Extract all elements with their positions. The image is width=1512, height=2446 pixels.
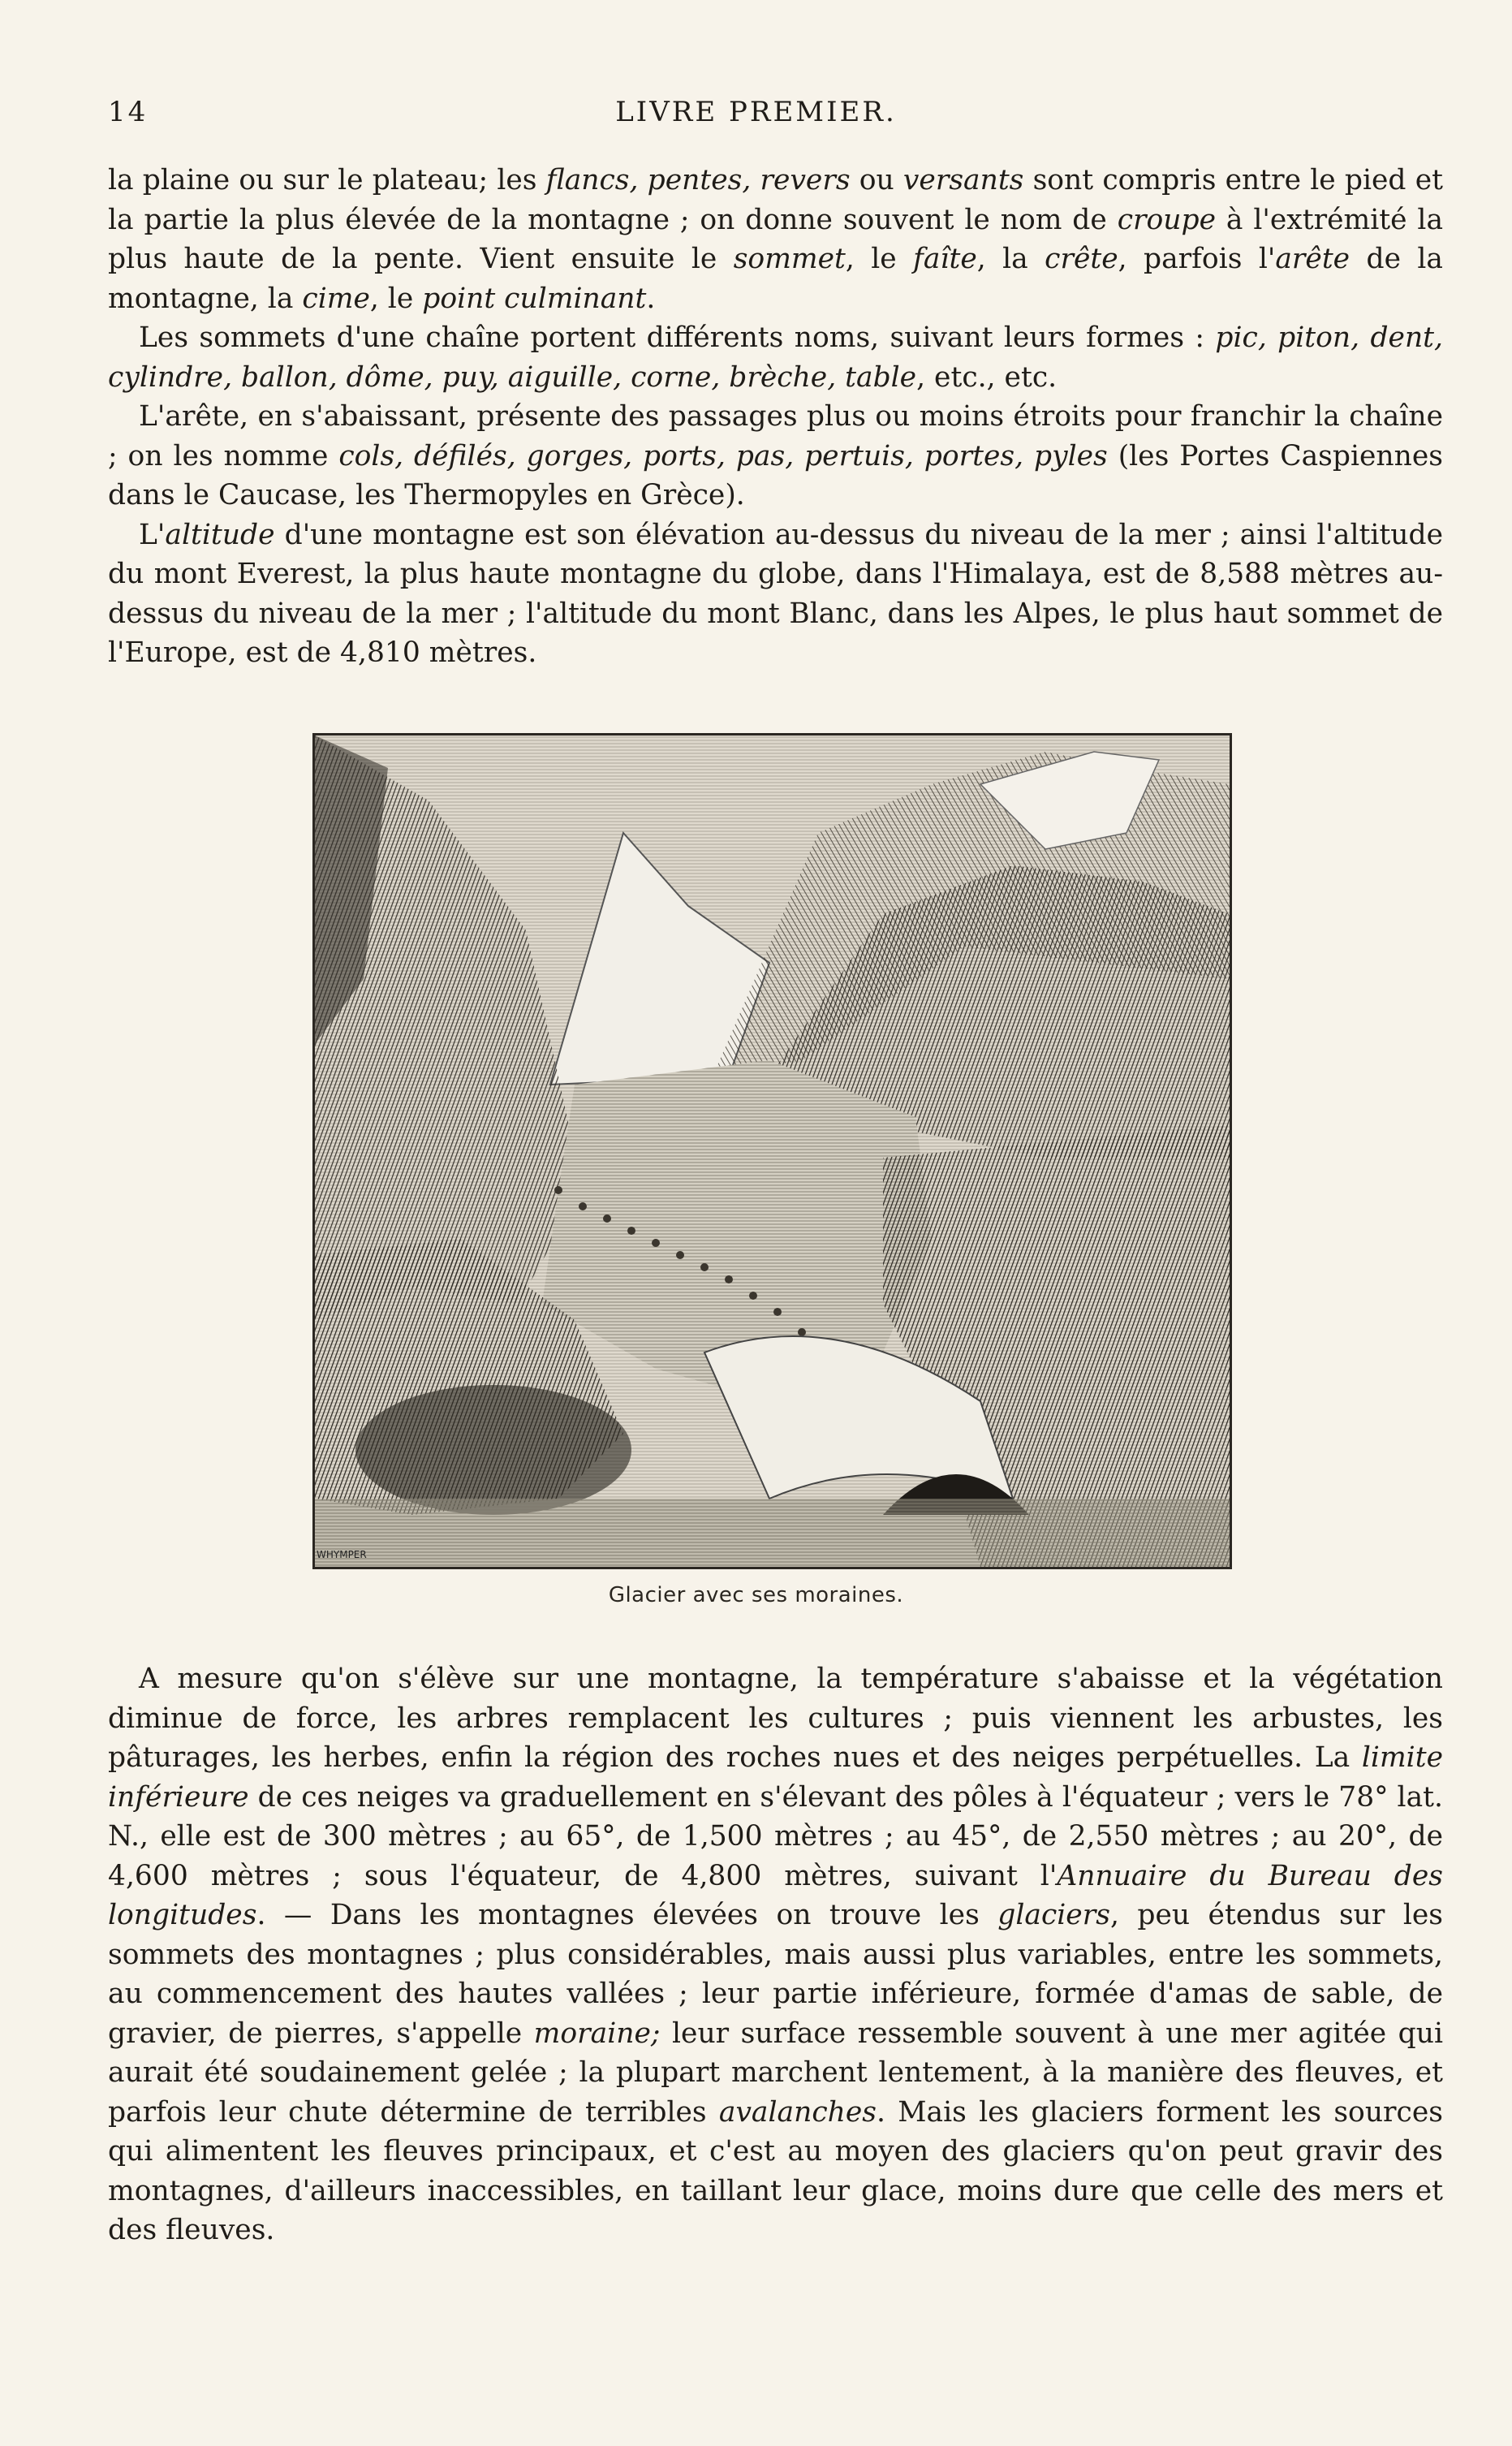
paragraph-2: Les sommets d'une chaîne portent différents noms, suivant leurs formes : pic, piton, dent, cylindre, ballon, dôme, puy, aiguille, corne, brèche, table, etc., etc. (108, 321, 1443, 394)
glacier-illustration (312, 733, 1232, 1569)
paragraph-5: A mesure qu'on s'élève sur une montagne, la température s'abaisse et la végétation diminue de force, les arbres remplacent les cultures ; puis viennent les arbustes, les pâturages, les herbes, enfin la région des roches nues et des neiges perpétuelles. La limite inférieure de ces neiges va graduellement en s'élevant des pôles à l'équateur ; vers le 78° lat. N., elle est de 300 mètres ; au 65°, de 1,500 mètres ; au 45°, de 2,550 mètres ; au 20°, de 4,600 mètres ; sous l'équateur, de 4,800 mètres, suivant l'Annuaire du Bureau des longitudes. — Dans les montagnes élevées on trouve les glaciers, peu étendus sur les sommets des montagnes ; plus considérables, mais aussi plus variables, entre les sommets, au commencement des hautes vallées ; leur partie inférieure, formée d'amas de sable, de gravier, de pierres, s'appelle moraine; leur surface ressemble souvent à une mer agitée qui aurait été soudainement gelée ; la plupart marchent lentement, à la manière des fleuves, et parfois leur chute détermine de terribles avalanches. Mais les glaciers forment les sources qui alimentent les fleuves principaux, et c'est au moyen des glaciers qu'on peut gravir des montagnes, d'ailleurs inaccessibles, en taillant leur glace, moins dure que celle des mers et des fleuves. (108, 1663, 1443, 2246)
engraver-signature: WHYMPER (317, 1549, 367, 1560)
engraving-glacier-icon (315, 736, 1230, 1567)
top-text-block (108, 161, 1443, 673)
page-number: 14 (108, 96, 149, 128)
paragraph-4: L'altitude d'une montagne est son élévation au-dessus du niveau de la mer ; ainsi l'altitude du mont Everest, la plus haute montagne du globe, dans l'Himalaya, est de 8,588 mètres au-dessus du niveau de la mer ; l'altitude du mont Blanc, dans les Alpes, le plus haut sommet de l'Europe, est de 4,810 mètres. (108, 518, 1443, 669)
bottom-text-block (108, 1659, 1443, 2250)
paragraph-1: la plaine ou sur le plateau; les flancs, pentes, revers ou versants sont compris entre le pied et la partie la plus élevée de la montagne ; on donne souvent le nom de croupe à l'extrémité la plus haute de la pente. Vient ensuite le sommet, le faîte, la crête, parfois l'arête de la montagne, la cime, le point culminant. (108, 164, 1444, 315)
paragraph-3: L'arête, en s'abaissant, présente des passages plus ou moins étroits pour franchir la chaîne ; on les nomme cols, défilés, gorges, ports, pas, pertuis, portes, pyles (les Portes Caspiennes dans le Caucase, les Thermopyles en Grèce). (108, 400, 1443, 511)
running-title: LIVRE PREMIER. (615, 96, 897, 128)
figure-caption: Glacier avec ses moraines. (608, 1583, 904, 1607)
page-header (108, 96, 1404, 145)
